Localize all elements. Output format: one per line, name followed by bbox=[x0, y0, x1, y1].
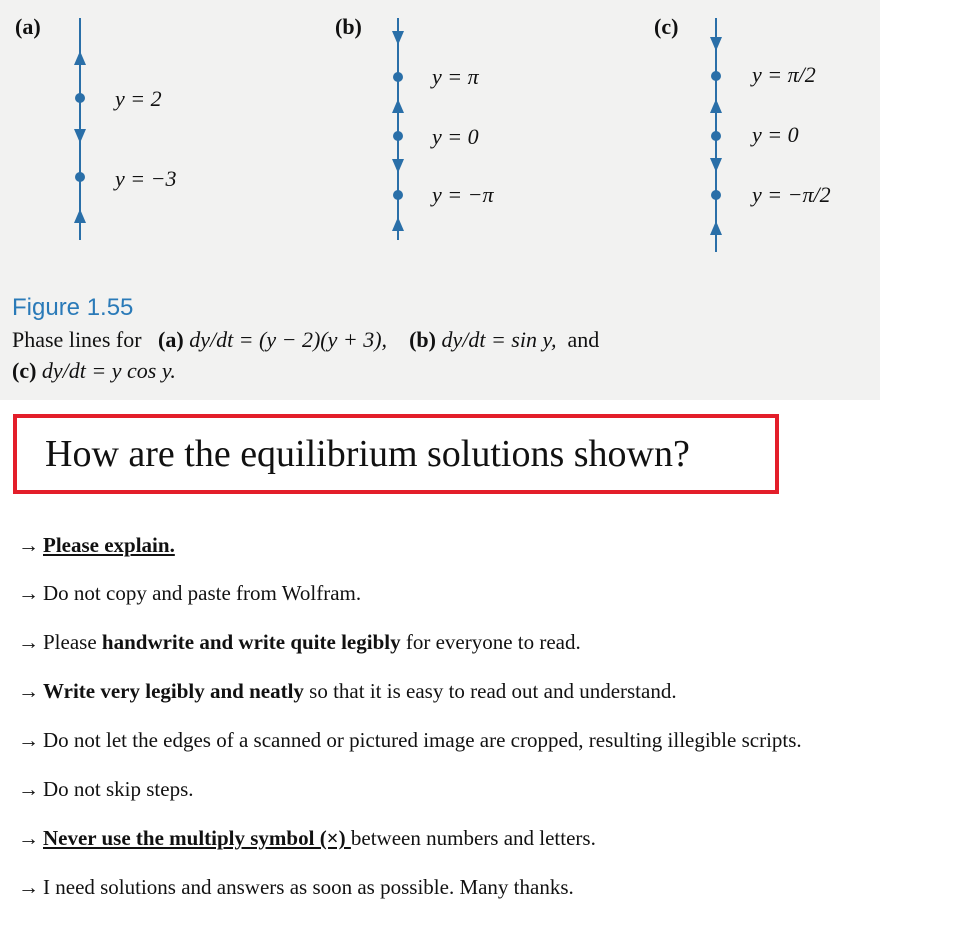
equilibrium-dot bbox=[393, 72, 403, 82]
instruction-7 bbox=[18, 826, 596, 851]
phase-line-a bbox=[74, 18, 86, 240]
phase-line-figure bbox=[0, 0, 880, 400]
eq-label-c-middle: y = 0 bbox=[752, 122, 799, 147]
equilibrium-dot bbox=[711, 71, 721, 81]
flow-arrow-up bbox=[392, 217, 404, 231]
caption-and: and bbox=[567, 327, 600, 352]
eq-label-b-lower: y = −π bbox=[432, 182, 494, 207]
flow-arrow-up bbox=[710, 221, 722, 235]
instruction-7-post: between numbers and letters. bbox=[350, 826, 596, 850]
caption-a-eq: dy/dt = (y − 2)(y + 3), bbox=[189, 327, 388, 352]
panel-label-a: (a) bbox=[15, 14, 41, 39]
flow-arrow-down bbox=[392, 159, 404, 173]
caption-b-eq: dy/dt = sin y, bbox=[441, 327, 557, 352]
flow-arrow-down bbox=[392, 31, 404, 45]
caption-a-label: (a) bbox=[158, 327, 184, 352]
phase-line-c bbox=[710, 18, 722, 252]
eq-label-c-upper: y = π/2 bbox=[752, 62, 816, 87]
instruction-2 bbox=[18, 581, 361, 606]
instruction-5 bbox=[18, 728, 802, 753]
eq-label-b-middle: y = 0 bbox=[432, 124, 479, 149]
panel-label-b: (b) bbox=[335, 14, 362, 39]
instruction-3-post: for everyone to read. bbox=[405, 630, 581, 654]
instruction-7-bold: Never use the multiply symbol (×) bbox=[43, 826, 351, 850]
caption-c-label: (c) bbox=[12, 358, 37, 383]
arrow-bullet: → bbox=[18, 728, 39, 752]
eq-label-a-lower: y = −3 bbox=[115, 166, 177, 191]
flow-arrow-down bbox=[74, 129, 86, 143]
eq-label-a-upper: y = 2 bbox=[115, 86, 162, 111]
equilibrium-dot bbox=[75, 172, 85, 182]
instruction-8-text: I need solutions and answers as soon as possible. Many thanks. bbox=[43, 875, 574, 899]
instruction-4-post: so that it is easy to read out and understand. bbox=[309, 679, 677, 703]
arrow-bullet: → bbox=[18, 679, 39, 703]
arrow-bullet: → bbox=[18, 581, 39, 605]
flow-arrow-down bbox=[710, 158, 722, 172]
arrow-bullet: → bbox=[18, 875, 39, 899]
instruction-3-pre: Please bbox=[43, 630, 97, 654]
panel-label-c: (c) bbox=[654, 14, 679, 39]
phase-line-b bbox=[392, 18, 404, 240]
instruction-4-bold: Write very legibly and neatly bbox=[43, 679, 304, 703]
equilibrium-dot bbox=[393, 131, 403, 141]
instruction-8 bbox=[18, 875, 574, 900]
arrow-bullet: → bbox=[18, 630, 39, 654]
instruction-5-text: Do not let the edges of a scanned or pictured image are cropped, resulting illegible scripts. bbox=[43, 728, 802, 752]
flow-arrow-down bbox=[710, 37, 722, 51]
instruction-4 bbox=[18, 679, 677, 704]
caption-b-label: (b) bbox=[409, 327, 436, 352]
arrow-bullet: → bbox=[18, 777, 39, 801]
question-box bbox=[13, 414, 779, 494]
figure-title: Figure 1.55 bbox=[12, 294, 134, 321]
flow-arrow-up bbox=[710, 99, 722, 113]
instruction-3-bold: handwrite and write quite legibly bbox=[101, 630, 401, 654]
equilibrium-dot bbox=[711, 131, 721, 141]
instruction-1 bbox=[18, 533, 175, 558]
flow-arrow-up bbox=[74, 51, 86, 65]
eq-label-b-upper: y = π bbox=[432, 64, 479, 89]
equilibrium-dot bbox=[711, 190, 721, 200]
instruction-6-text: Do not skip steps. bbox=[43, 777, 194, 801]
instruction-6 bbox=[18, 777, 194, 802]
flow-arrow-up bbox=[74, 209, 86, 223]
equilibrium-dot bbox=[393, 190, 403, 200]
arrow-bullet: → bbox=[18, 826, 39, 850]
instruction-2-text: Do not copy and paste from Wolfram. bbox=[43, 581, 362, 605]
caption-line-2 bbox=[12, 358, 176, 384]
arrow-bullet: → bbox=[18, 533, 39, 557]
instruction-3 bbox=[18, 630, 581, 655]
caption-lead: Phase lines for bbox=[12, 327, 142, 352]
question-text: How are the equilibrium solutions shown? bbox=[45, 433, 690, 475]
caption-c-eq: dy/dt = y cos y. bbox=[41, 358, 176, 383]
flow-arrow-up bbox=[392, 99, 404, 113]
equilibrium-dot bbox=[75, 93, 85, 103]
eq-label-c-lower: y = −π/2 bbox=[752, 182, 831, 207]
caption-line-1 bbox=[12, 327, 599, 353]
instruction-1-text: Please explain. bbox=[43, 533, 175, 557]
